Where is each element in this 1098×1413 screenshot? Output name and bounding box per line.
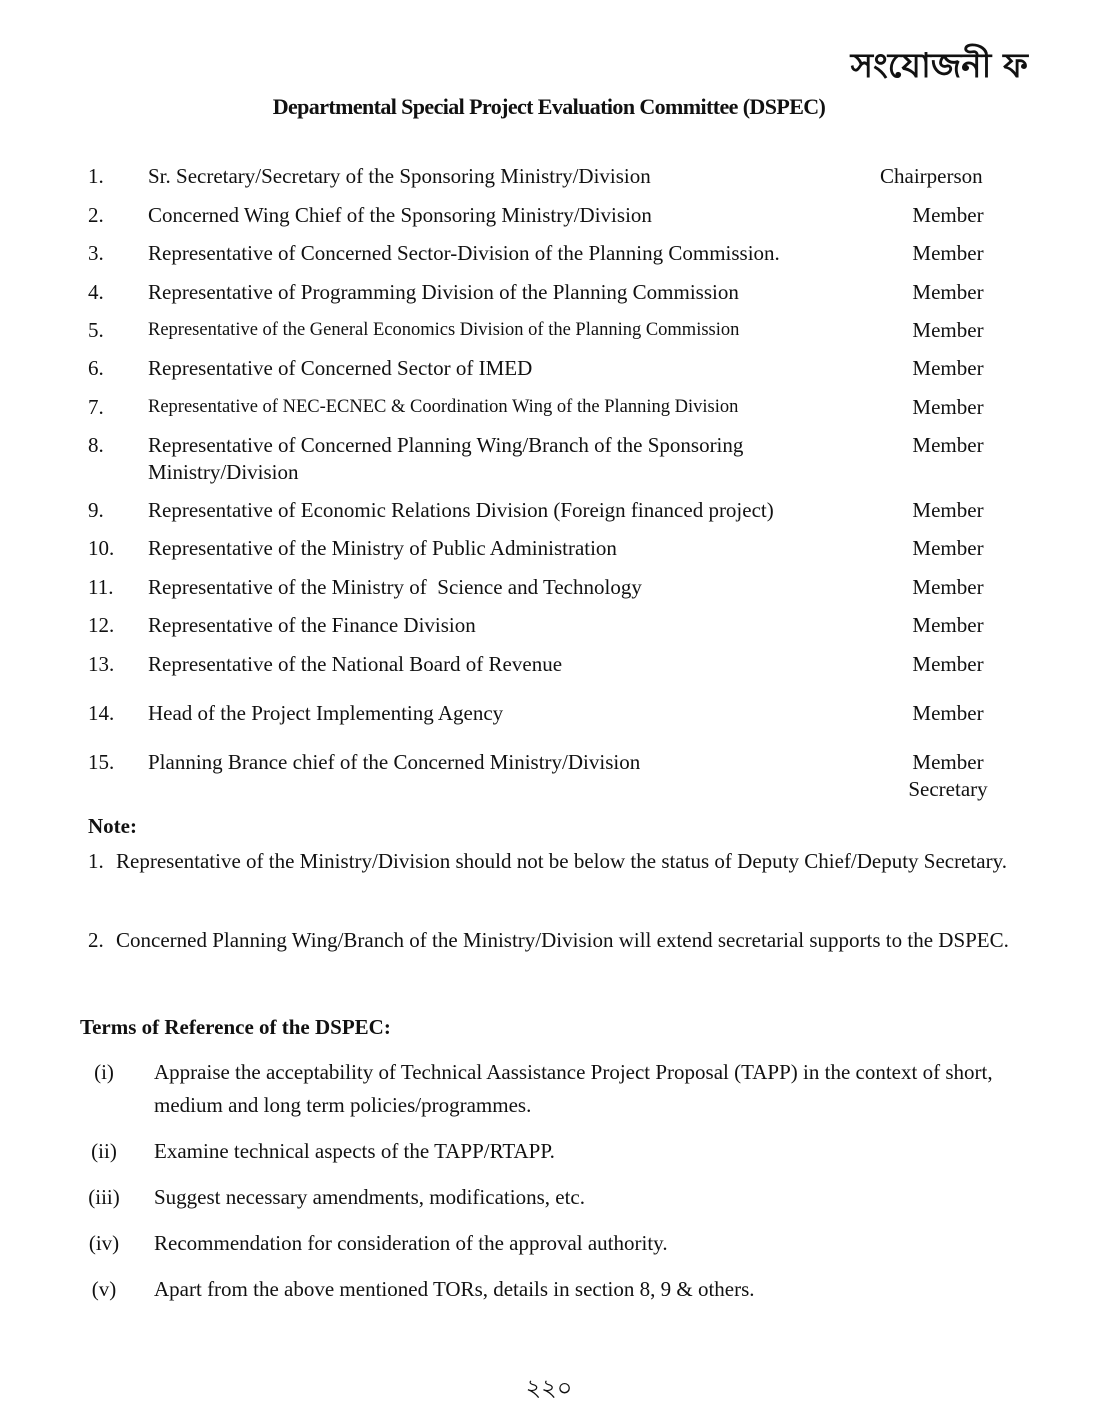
member-role: Member xyxy=(912,613,984,637)
tor-text: Examine technical aspects of the TAPP/RTAPP. xyxy=(154,1139,555,1163)
note-number: 2. xyxy=(88,928,104,952)
member-role: Member Secretary xyxy=(908,750,988,801)
tor-item xyxy=(80,1227,1026,1260)
tor-text: Recommendation for consideration of the approval authority. xyxy=(154,1231,668,1255)
member-role: Member xyxy=(912,536,984,560)
tor-number: (iv) xyxy=(88,1231,120,1255)
member-number: 15. xyxy=(88,750,115,774)
tor-item xyxy=(80,1181,1026,1214)
member-number: 3. xyxy=(88,241,104,265)
note-number: 1. xyxy=(88,849,104,873)
member-number: 11. xyxy=(88,575,114,599)
tor-number: (iii) xyxy=(88,1185,120,1209)
member-role: Member xyxy=(912,318,984,342)
member-number: 7. xyxy=(88,395,104,419)
member-number: 13. xyxy=(88,652,115,676)
member-role: Member xyxy=(912,701,984,725)
member-description: Planning Brance chief of the Concerned Ministry/Division xyxy=(148,750,641,774)
member-description: Representative of the Finance Division xyxy=(148,613,476,637)
tor-text: Apart from the above mentioned TORs, details in section 8, 9 & others. xyxy=(154,1277,755,1301)
member-role: Member xyxy=(912,652,984,676)
member-description: Representative of the Ministry of Public Administration xyxy=(148,536,617,560)
member-number: 8. xyxy=(88,433,104,457)
member-role: Member xyxy=(912,241,984,265)
note-text: Concerned Planning Wing/Branch of the Ministry/Division will extend secretarial supports to the DSPEC. xyxy=(116,928,1009,952)
note-text: Representative of the Ministry/Division should not be below the status of Deputy Chief/Deputy Secretary. xyxy=(116,849,1007,873)
member-number: 2. xyxy=(88,203,104,227)
member-role: Member xyxy=(912,575,984,599)
member-number: 5. xyxy=(88,318,104,342)
page-number: ২২০ xyxy=(525,1374,573,1402)
tor-heading: Terms of Reference of the DSPEC: xyxy=(80,1015,391,1039)
tor-number: (ii) xyxy=(91,1139,117,1163)
member-number: 4. xyxy=(88,280,104,304)
annex-label: সংযোজনী ফ xyxy=(850,46,1028,86)
member-description: Sr. Secretary/Secretary of the Sponsoring Ministry/Division xyxy=(148,164,651,188)
member-role: Member xyxy=(912,433,984,457)
member-number: 10. xyxy=(88,536,115,560)
member-description: Representative of Concerned Sector of IMED xyxy=(148,356,533,380)
member-description: Representative of the Ministry of Science and Technology xyxy=(148,575,642,599)
note-item xyxy=(88,924,1024,957)
tor-text: Suggest necessary amendments, modifications, etc. xyxy=(154,1185,585,1209)
tor-text: Appraise the acceptability of Technical Aassistance Project Proposal (TAPP) in the context of short, medium and long term policies/programmes. xyxy=(154,1060,993,1117)
member-number: 12. xyxy=(88,613,115,637)
member-description: Representative of Programming Division of the Planning Commission xyxy=(148,280,739,304)
member-description: Representative of Concerned Planning Wing/Branch of the Sponsoring Ministry/Division xyxy=(148,433,744,484)
member-role: Chairperson xyxy=(880,164,983,188)
member-description: Representative of the National Board of Revenue xyxy=(148,652,563,676)
member-description: Concerned Wing Chief of the Sponsoring Ministry/Division xyxy=(148,203,652,227)
tor-item xyxy=(80,1056,1026,1122)
member-number: 6. xyxy=(88,356,104,380)
member-description: Representative of NEC-ECNEC & Coordination Wing of the Planning Division xyxy=(148,397,739,417)
member-role: Member xyxy=(912,395,984,419)
member-role: Member xyxy=(912,356,984,380)
member-number: 9. xyxy=(88,498,104,522)
member-role: Member xyxy=(912,498,984,522)
tor-number: (v) xyxy=(91,1277,117,1301)
note-item xyxy=(88,845,1024,878)
tor-item xyxy=(80,1135,1026,1168)
member-number: 1. xyxy=(88,164,104,188)
member-role: Member xyxy=(912,203,984,227)
member-description: Representative of Economic Relations Division (Foreign financed project) xyxy=(148,498,774,522)
member-role: Member xyxy=(912,280,984,304)
member-number: 14. xyxy=(88,701,115,725)
member-description: Representative of the General Economics Division of the Planning Commission xyxy=(148,320,740,340)
tor-number: (i) xyxy=(94,1060,114,1084)
member-description: Head of the Project Implementing Agency xyxy=(148,701,504,725)
member-description: Representative of Concerned Sector-Division of the Planning Commission. xyxy=(148,241,780,265)
tor-item xyxy=(80,1273,1026,1306)
page-title: Departmental Special Project Evaluation Committee (DSPEC) xyxy=(272,94,826,119)
notes-heading: Note: xyxy=(88,814,137,838)
